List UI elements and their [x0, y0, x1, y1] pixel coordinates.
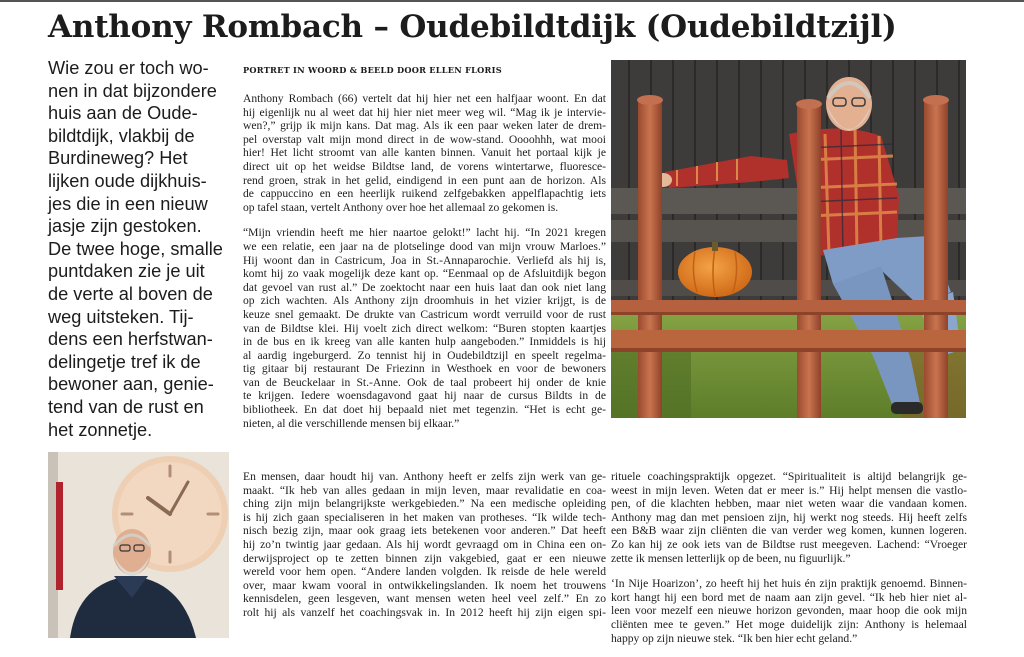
- lead-line: tend van de rust en: [48, 396, 204, 417]
- body-paragraph: [611, 577, 967, 645]
- lead-paragraph: [48, 57, 230, 441]
- text-line: al aardig ingeburgerd. Zo tennist hij in Oudebildtzijl en speelt regelma-: [243, 348, 606, 362]
- lead-line: puntdaken zie je uit: [48, 261, 205, 282]
- text-line: weest in mijn leven. Weten dat er meer is.” Hij helpt mensen die vastlo-: [611, 483, 967, 497]
- text-line: nisch bezig zijn, maar ook graag iets betekenen voor anderen.” Dat heeft: [243, 524, 606, 538]
- text-line: wereld voor hem open. “Andere landen volgden. Ik reisde de hele wereld: [243, 565, 606, 579]
- lead-line: jes die in een nieuw: [48, 193, 208, 214]
- lead-line: Burdineweg? Het: [48, 148, 188, 169]
- text-line: maakt. “Ik heb van alles gedaan in mijn leven, maar revalidatie en coa-: [243, 483, 606, 497]
- text-line: Anthony mag dan met pensioen zijn, hij werkt nog steeds. Hij heeft zelfs: [611, 510, 967, 524]
- text-line: van de Beuckelaar in St.-Anne. Ook de taal probeert hij onder de knie: [243, 375, 606, 389]
- article-title: Anthony Rombach – Oudebildtdijk (Oudebildtzijl): [48, 9, 897, 45]
- lead-line: Wie zou er toch wo-: [48, 58, 209, 78]
- lead-line: De twee hoge, smalle: [48, 238, 223, 259]
- text-line: rituele coachingspraktijk opgezet. “Spiritualiteit is altijd belangrijk ge-: [611, 470, 967, 483]
- body-column-2: [243, 470, 606, 620]
- body-paragraph: [611, 470, 967, 565]
- text-line: Anthony Rombach (66) vertelt dat hij hier net een halfjaar woont. En dat: [243, 92, 606, 105]
- text-line: nieten, al die verschillende mensen bij elkaar.”: [243, 416, 460, 430]
- text-line: zette ik mensen letterlijk op de been, nu figuurlijk.”: [611, 551, 851, 565]
- lead-line: lijken oude dijkhuis-: [48, 170, 207, 191]
- body-paragraph: [243, 226, 606, 430]
- text-line: En mensen, daar houdt hij van. Anthony heeft er zelfs zijn werk van ge-: [243, 470, 606, 483]
- byline: PORTRET IN WOORD & BEELD DOOR ELLEN FLORIS: [243, 65, 502, 75]
- red-frame: [56, 482, 63, 590]
- text-line: leen voor mezelf een nieuwe horizon gevonden, maar hoop die ook mijn: [611, 604, 967, 618]
- text-line: de cappuccino en een heerlijk ruikend zelfgebakken appelflapachtig iets: [243, 187, 606, 201]
- lead-line: huis aan de Oude-: [48, 103, 198, 124]
- text-line: is hij zich gaan specialiseren in het maken van protheses. “Ik wilde tech-: [243, 510, 606, 524]
- lead-line: jasje zijn gestoken.: [48, 216, 202, 237]
- text-line: “Mijn vriendin heeft me hier naartoe gelokt!” lacht hij. “In 2021 kregen: [243, 226, 606, 240]
- top-rule: [0, 0, 1024, 6]
- main-photo: [611, 60, 966, 418]
- text-line: rolt hij als vanzelf het coachingsvak in. In 2012 heeft hij zijn eigen spi-: [243, 605, 606, 619]
- text-line: derwijsproject op te zetten binnen zijn vakgebied, gaat er een nieuwe: [243, 551, 606, 565]
- text-line: bibliotheek. En dat doet hij bepaald niet met tegenzin. “Het is echt ge-: [243, 403, 606, 417]
- text-line: ‘In Nije Hoarizon’, zo heeft hij het huis én zijn praktijk genoemd. Binnen-: [611, 577, 967, 591]
- lead-line: bewoner aan, genie-: [48, 374, 214, 395]
- lead-line: nen in dat bijzondere: [48, 80, 217, 101]
- lead-line: bildtdijk, vlakbij de: [48, 125, 195, 146]
- text-line: hier! Het licht stroomt van alle kanten binnen. Vanuit het portaal kijk je: [243, 146, 606, 160]
- text-line: direct uit op het weidse Bildtse land, de vorens wintertarwe, fluoresce-: [243, 159, 606, 173]
- text-line: komt hij zo vaak mogelijk deze kant op. “Eenmaal op de Afsluitdijk begon: [243, 267, 606, 281]
- text-line: in de bus en ik kreeg van alle kanten hulp aangeboden.” Inmiddels is hij: [243, 335, 606, 349]
- text-line: pel overstap valt mijn mond direct in de wow-stand. Oooohhh, wat mooi: [243, 132, 606, 146]
- text-line: op tafel staan, vertelt Anthony over hoe het allemaal zo gekomen is.: [243, 200, 559, 214]
- text-line: te krijgen. Iedere woensdagavond gaat hij naar de cursus Bildts in de: [243, 389, 606, 403]
- text-line: cliënten mee te geven.” Het moge duidelijk zijn: Anthony is helemaal: [611, 617, 967, 631]
- text-line: van de Bildtse klei. Hij voelt zich direct welkom: “Buren stopten kaartjes: [243, 321, 606, 335]
- portrait-photo: [48, 452, 229, 638]
- lead-line: dens een herfstwan-: [48, 329, 213, 350]
- text-line: ching zijn mijn belangrijkste werkgebieden.” Na een medische opleiding: [243, 497, 606, 511]
- text-line: over, maar kwam vooral in ontwikkelingslanden. Ik noem het trouwens: [243, 578, 606, 592]
- text-line: keuze snel gemaakt. De drukte van Castricum wordt verruild voor de rust: [243, 307, 606, 321]
- bench-backrest: [611, 188, 966, 214]
- body-column-1: [243, 92, 606, 442]
- text-line: rend groen, strak in het gelid, eindigend in een punt aan de horizon. Als: [243, 173, 606, 187]
- lead-line: weg uitsteken. Tij-: [48, 306, 194, 327]
- text-line: tig gitaar bij restaurant De Friezinn in Westhoek en voor de bewoners: [243, 362, 606, 376]
- text-line: dat gevoel van rust al.” De zoektocht naar een huis laat dan ook niet lang: [243, 280, 606, 294]
- text-line: hij zo’n twintig jaar gedaan. Als hij wordt gevraagd om in China een on-: [243, 537, 606, 551]
- text-line: hij eigenlijk nu al weet dat hij hier niet meer weg wil. “Mag ik je intervie-: [243, 105, 606, 119]
- body-paragraph: [243, 92, 606, 214]
- lead-line: delingetje tref ik de: [48, 351, 201, 372]
- text-line: een B&B waar zijn cliënten die van verder weg komen, kunnen logeren.: [611, 524, 967, 538]
- text-line: pen, of die klachten hebben, maar niet weten waar die vandaan komen.: [611, 497, 967, 511]
- text-line: we een relatie, een jaar na de plotselinge dood van mijn vrouw Marloes.”: [243, 239, 606, 253]
- text-line: happy op zijn nieuwe stek. “Ik ben hier echt geland.”: [611, 631, 858, 645]
- lead-line: het zonnetje.: [48, 419, 153, 440]
- text-line: Zo kan hij ze ook iets van de Bildtse rust meegeven. Lachend: “Vroeger: [611, 537, 967, 551]
- body-column-3: [611, 470, 967, 657]
- text-line: Hij woont dan in Castricum, Joa in St.-Annaparochie. Verliefd als hij is,: [243, 253, 606, 267]
- text-line: kennisdelen, geen lesgeven, want mensen weten heel veel zelf.” En zo: [243, 592, 606, 606]
- text-line: wen?,” grijp ik mijn kans. Dat mag. Als ik een paar weken later de drem-: [243, 119, 606, 133]
- text-line: op zich wachten. Als Anthony zijn droomhuis in het vizier krijgt, is de: [243, 294, 606, 308]
- text-line: kort hangt hij een bord met de naam aan zijn gevel. “Ik heb hier niet al-: [611, 590, 967, 604]
- lead-line: de verte al boven de: [48, 283, 213, 304]
